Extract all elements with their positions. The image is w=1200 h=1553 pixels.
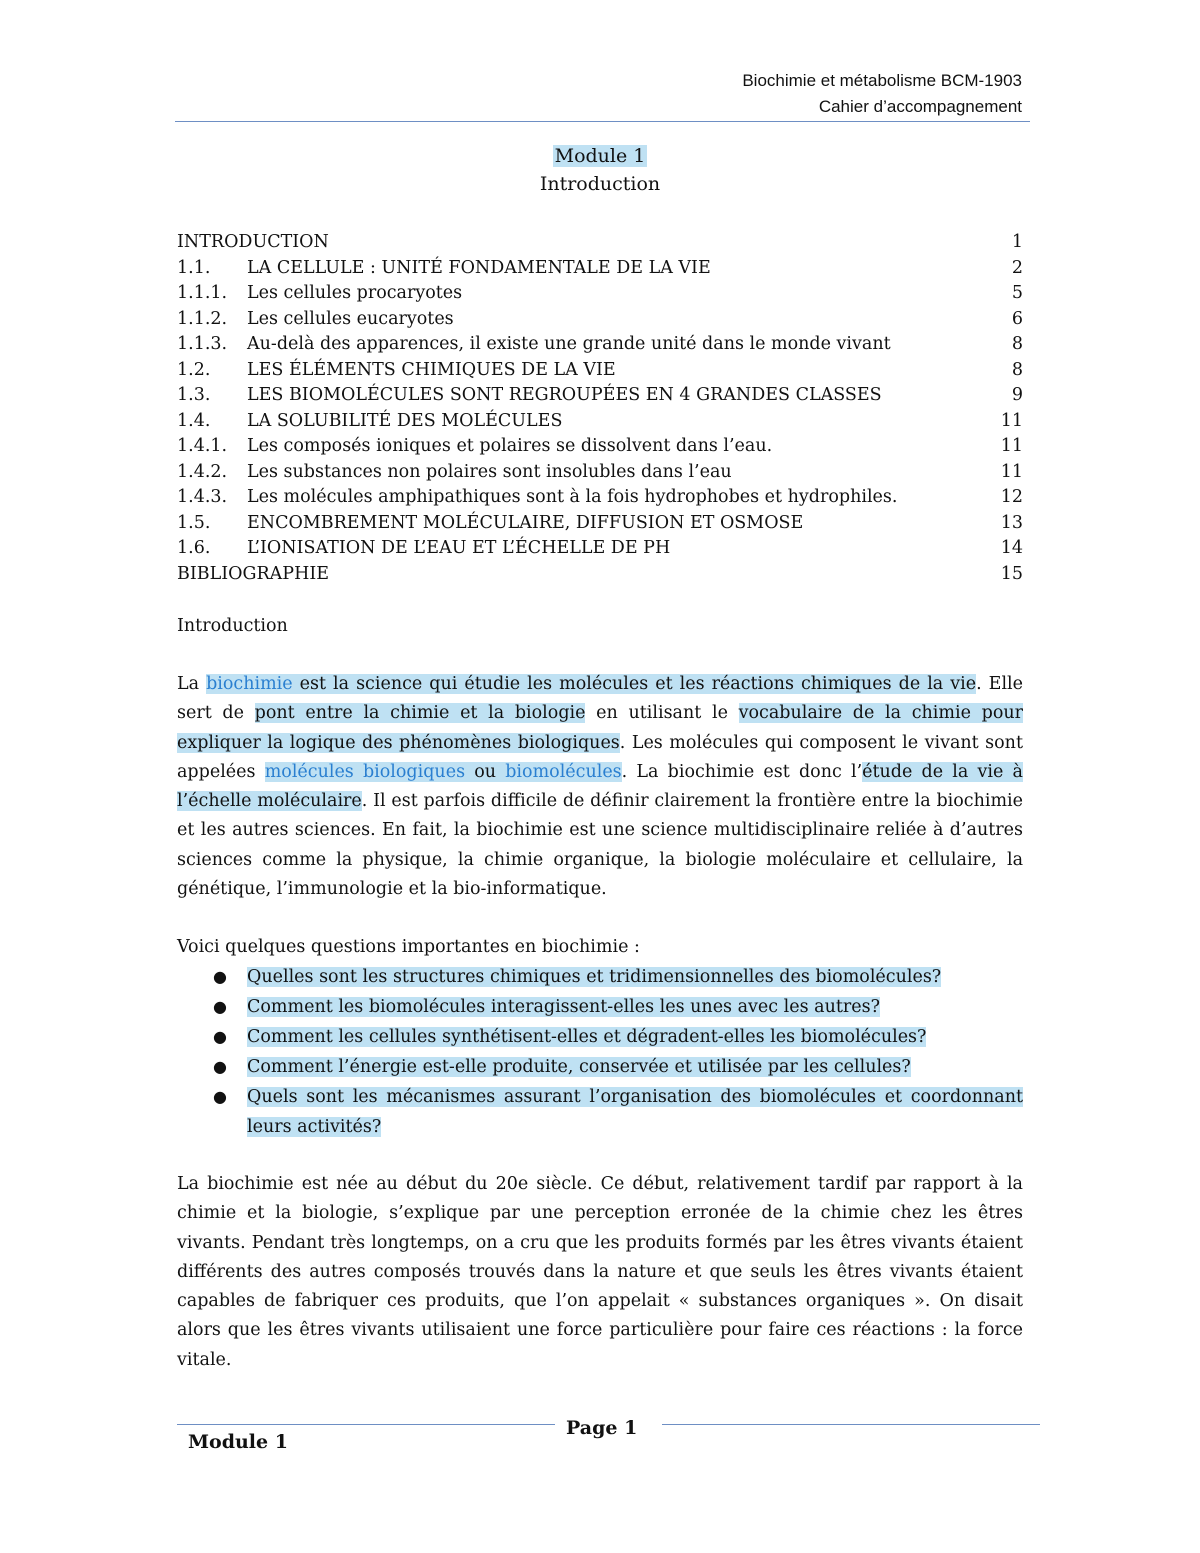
highlighted-text: vocabulaire de la chimie pour expliquer la logique des phénomènes biologiques [177,703,1023,753]
question-text: Comment les cellules synthétisent-elles et dégradent-elles les biomolécules? [247,1027,927,1047]
toc-page-number: 8 [1011,334,1023,354]
toc-page-number: 11 [1000,410,1023,431]
text-span: . Il est parfois difficile de définir clairement la frontière entre la biochimie et les autres sciences. En fait, la biochimie est une science multidisciplinaire reliée à d’autres sciences comme la physique, la chimie organique, la biologie moléculaire et cellulaire, la génétique, l’immunologie et la bio-informatique. [177,791,1024,900]
toc-entry[interactable] [177,358,1023,384]
toc-title: Les cellules procaryotes [247,283,463,303]
header-course-title: Biochimie et métabolisme BCM-1903 [742,71,1022,90]
toc-title: LA CELLULE : UNITÉ FONDAMENTALE DE LA VIE [247,257,711,278]
toc-page-number: 8 [1011,359,1023,380]
highlighted-text: étude de la vie à l’échelle moléculaire [177,761,1023,812]
toc-title: Les molécules amphipathiques sont à la fois hydrophobes et hydrophiles. [247,487,898,507]
toc-number: 1.4.3. [177,487,228,507]
toc-page-number: 11 [1000,436,1023,456]
highlighted-text: est la science qui étudie les molécules et les réactions chimiques de la vie [292,674,977,694]
toc-page-number: 6 [1011,308,1023,329]
list-item [177,1052,1023,1082]
module-title-text: Module 1 [554,145,646,167]
text-span: La [177,674,207,694]
toc-title: LES ÉLÉMENTS CHIMIQUES DE LA VIE [247,359,616,380]
toc-page-number: 13 [1000,512,1023,533]
toc-page-number: 12 [1000,487,1023,507]
footer-rule-left [177,1424,555,1425]
toc-entry[interactable] [177,562,1023,588]
list-item [177,1022,1023,1052]
toc-entry[interactable] [177,307,1023,333]
bullet-icon: ● [213,967,227,986]
toc-number: 1.1.2. [177,308,228,329]
toc-number: 1.1.1. [177,283,228,303]
toc-title: BIBLIOGRAPHIE [177,563,330,584]
toc-entry[interactable] [177,460,1023,486]
toc-title: LES BIOMOLÉCULES SONT REGROUPÉES EN 4 GRANDES CLASSES [247,385,882,405]
toc-page-number: 11 [1000,461,1023,482]
toc-page-number: 5 [1011,283,1023,303]
footer-module-label: Module 1 [188,1431,288,1453]
toc-number: 1.4. [177,410,211,431]
bullet-icon: ● [213,997,227,1016]
text-span: . Elle sert de [177,674,1023,724]
bullet-icon: ● [213,1057,227,1076]
header-rule [175,121,1030,122]
footer-rule-right [662,1424,1040,1425]
toc-number: 1.4.2. [177,461,228,482]
header-subtitle: Cahier d’accompagnement [818,97,1022,116]
toc-title: L’IONISATION DE L’EAU ET L’ÉCHELLE DE PH [247,538,671,558]
text-span: . Les molécules qui composent le vivant sont appelées [177,732,1023,782]
toc-entry[interactable] [177,409,1023,435]
toc-number: 1.4.1. [177,436,228,456]
toc-entry[interactable] [177,511,1023,537]
text-span: . La biochimie est donc l’ [621,761,863,782]
highlighted-term: molécules biologiques [264,761,466,782]
question-text: Quels sont les mécanismes assurant l’organisation des biomolécules et coordonnant leurs activités? [247,1087,1023,1137]
toc-entry[interactable] [177,230,1023,256]
toc-page-number: 9 [1011,385,1023,405]
bullet-icon: ● [213,1027,227,1046]
toc-entry[interactable] [177,256,1023,282]
toc-entry[interactable] [177,434,1023,460]
toc-page-number: 2 [1011,257,1023,278]
question-text: Comment les biomolécules interagissent-elles les unes avec les autres? [247,997,880,1017]
toc-number: 1.1.3. [177,334,228,354]
highlighted-text: pont entre la chimie et la biologie [254,703,586,724]
toc-number: 1.1. [177,257,211,278]
toc-title: ENCOMBREMENT MOLÉCULAIRE, DIFFUSION ET OSMOSE [247,512,804,533]
toc-entry[interactable] [177,281,1023,307]
highlighted-term: biochimie [206,674,293,694]
toc-number: 1.6. [177,538,211,558]
toc-number: 1.2. [177,359,211,380]
toc-number: 1.3. [177,385,211,405]
toc-page-number: 15 [1000,563,1023,584]
list-item [177,962,1023,992]
bullet-icon: ● [213,1087,227,1106]
paragraph-history: La biochimie est née au début du 20e siècle. Ce début, relativement tardif par rapport à la chimie et la biologie, s’explique par une perception erronée de la chimie chez les êtres vivants. Pendant très longtemps, on a cru que les produits formés par les êtres vivants étaient différents des autres composés trouvés dans la nature et que seuls les êtres vivants étaient capables de fabriquer ces produits, que l’on appelait « substances organiques ». On disait alors que les êtres vivants utilisaient une force particulière pour faire ces réactions : la force vitale. [177,1174,1023,1370]
paragraph-intro [177,670,1023,904]
toc-entry[interactable] [177,485,1023,511]
toc-entry[interactable] [177,383,1023,409]
table-of-contents [177,230,1023,587]
toc-page-number: 1 [1011,232,1023,252]
toc-page-number: 14 [1000,538,1023,558]
toc-number: 1.5. [177,512,211,533]
list-item [177,1082,1023,1142]
toc-entry[interactable] [177,332,1023,358]
footer-page-number: Page 1 [566,1417,638,1439]
questions-intro: Voici quelques questions importantes en biochimie : [177,937,640,957]
module-title [0,144,1200,168]
section-heading: Introduction [177,616,288,636]
module-subtitle: Introduction [539,173,661,195]
question-text: Comment l’énergie est-elle produite, conservée et utilisée par les cellules? [247,1057,911,1077]
highlighted-text: ou [465,761,506,782]
toc-entry[interactable] [177,536,1023,562]
toc-title: LA SOLUBILITÉ DES MOLÉCULES [247,410,563,431]
toc-title: Les substances non polaires sont insolubles dans l’eau [247,461,732,482]
questions-list [177,962,1023,1142]
toc-title: Au-delà des apparences, il existe une grande unité dans le monde vivant [247,334,891,354]
toc-title: INTRODUCTION [177,232,329,252]
text-span: en utilisant le [585,703,739,724]
toc-title: Les cellules eucaryotes [247,308,454,329]
question-text: Quelles sont les structures chimiques et tridimensionnelles des biomolécules? [247,967,942,987]
highlighted-term: biomolécules [505,761,622,782]
page-header [742,68,1022,120]
list-item [177,992,1023,1022]
toc-title: Les composés ioniques et polaires se dissolvent dans l’eau. [247,436,773,456]
